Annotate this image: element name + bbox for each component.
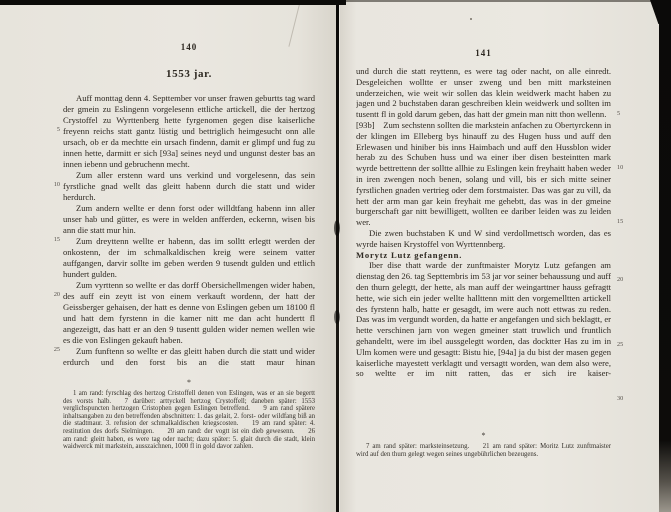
page-number-left: 140 [180, 42, 198, 52]
footnote-text: 7 am rand später: marksteinsetzung. 21 am rand später: Moritz Lutz zunftmaister wird auf den thurn gelegt wegen seines ungebührlichen bezeugens. [356, 443, 611, 458]
paragraph-continuation: und durch die statt reyttenn, es were tag oder nacht, on alle einredt. Desgeleichen wolltte er unser zweng und ben mitt marksteinen underzeichen, wie weit wir sollen das klein weidwerk macht haben zu jagen und 2 buchstaben daran geschreiben klein weidwerk und sollten im tusentt fl in gold darum geben, das hatt der gmein man nitt thon wellenn. [356, 66, 611, 120]
paragraph-article-6: [93b] Zum sechstenn sollten die markstein anfachen zu Obertyrckenn in der klingen im Elleberg bys hinauff zu des Hugen huss und auff den Erlewasen und hiniber bis inns Haimbach und auff den Hussblon wider herab zu des Schuben huss und wa einer iber disen besteintten mark wyrde bettrettenn der solltte allhie zu Eslingen kein freyhaitt haben weder in iren zwengen noch benen, solang und vill, bis er sich mitte seiner fyrstlichen gnaden vertrieg oder dem forstmaister. Das was gar zu vill, da hett der arm man gar kein freyhait me gehebtt, das was in der gmeine burgerschaft gar nitt bewilligett, wollten ee dariber leiden was zu leiden wer. [356, 119, 611, 228]
footnote-separator: * [187, 378, 191, 387]
paragraph-article-3: Zum dreyttenn wellte er habenn, das im solltt erlegtt werden der onkostenn, der im schmalkaldischen kreig were seinem vatter auffgangen, darvir sollte im geben werden 9 tusendt gulden und ettlich hundert gulden. [63, 236, 315, 279]
scan-edge-top [0, 0, 346, 5]
footnote-separator: * [481, 431, 486, 440]
page-141-body [356, 66, 611, 438]
margin-line-number: 5 [56, 126, 60, 133]
margin-line-number: 15 [617, 218, 624, 225]
margin-line-number: 20 [617, 276, 624, 283]
margin-line-number: 20 [53, 291, 60, 298]
paragraph-article-2: Zum andern wellte er denn forst oder willdtfang habenn inn aller unser hab und gütter, es were in welden anfferden, eckernn, wisen bis ann die statt mur hin. [63, 203, 315, 235]
page-number-right: 141 [475, 48, 492, 58]
margin-line-number: 30 [617, 395, 624, 402]
margin-line-number: 25 [53, 346, 60, 353]
page-140-body [63, 93, 315, 385]
margin-line-number: 5 [617, 110, 621, 117]
paper-speck [470, 18, 472, 20]
section-heading-morytz-lutz: Morytz Lutz gefangenn. [356, 249, 463, 260]
gutter-ink-blob [334, 310, 340, 324]
margin-line-number: 25 [617, 341, 624, 348]
page-141-footnote [356, 443, 611, 458]
paragraph-article-1: Zum aller erstenn ward uns verkind und vorgelesenn, das sein fyrstliche gnad wellt das gleitt habenn durch die statt und wider herdurch. [63, 170, 315, 202]
book-gutter-shadow [336, 0, 339, 512]
margin-line-number: 15 [53, 236, 60, 243]
paragraph-article-4: Zum vyrttenn so wellte er das dorff Obersichellmengen wider haben, des auff ein zeytt ist von einem verkauft wordenn, der hatt der Geissberger gehaisen, der hatt es denne von Eslingen geben um 18100 fl und hatt dem fyrstenn in die kamer nitt me dan acht hundertt fl angezeigtt, das hatt er an den 9 tusentt gulden wider nemen wellen wie es die von Eslingen gekauft haben. [63, 280, 315, 345]
year-heading: 1553 jar. [166, 68, 212, 80]
paragraph-article-5: Zum funftenn so wellte er das gleitt haben durch die statt und wider erdurch und den forst bis an die statt maur hinan [63, 346, 315, 367]
paragraph-morytz-lutz: Iber dise thatt warde der zunftmaister Morytz Lutz gefangen am dienstag den 26. tag Septtembris im 53 jar vor seiner behaussung und auff den thurn gelegtt, der hette, als man auff der weingarttner hauss gefragtt hette, wie sich ein jeder wellte hallttenn mitt den vorgemelltten artickell des fyrstenn halb, hatte er gesagdt, im were auch nott ettwas zu reden. Das was im vergundt worden, da hatte er angefangen und sich beklagtt, er hette verschinen jarn von wegen gmeiner statt truwlich und fruntlich gehandeltt, were im ibel aussgelegtt worden, das docktter Has zu im in Ulm komen were und gesagtt: Bistu hie, [94a] ja du bist der masen gegen kaiserliche mayestett verklagtt und versagtt worden, wan dem also were, so weltte er im nitt ratten, das er sich ire kaiser- [356, 260, 611, 379]
margin-line-number: 10 [617, 164, 624, 171]
scan-edge-top-right [346, 0, 656, 2]
margin-line-number: 10 [53, 181, 60, 188]
paragraph-letters-kw: Die zwen buchstaben K und W sind verdollmettsch worden, das es wyrde haisen Krystoffel von Wyrttennberg. [356, 227, 611, 249]
page-141 [340, 0, 671, 512]
page-140-footnote [63, 390, 315, 451]
scan-edge-right [659, 0, 671, 512]
gutter-ink-blob [334, 220, 340, 236]
paragraph-intro: Auff monttag denn 4. Septtember vor unser frawen geburtts tag ward der gmein zu Eslingenn vorgelesenn ettliche artickell, die der hertzog Crystoffel zu Wyrttenberg hette fyrgenomen gegen dise kaiserliche freyenn reichs statt gantz lüstig und bettriglich heimgesucht onn alle ursach, ob er da mechtte ein ursach findenn, damit er glimpf und fug zu innen hette, darmitt er sich [93a] seines neyd und ungunst dester bas an innen iebenn und gebruchenn mecht. [63, 93, 315, 169]
footnote-text: 1 am rand: fyrschlag des hertzog Cristoffell denen von Eslingen, was er an sie begertt des vorsts halb. 7 darüber: arttyckell hertzog Crystoffell; daneben später: 1553 verglichspuncten hertzogen Cristophen gegen Eslingen betreffend. 9 am rand spätere inhaltsangaben zu den betreffenden abschnitten: 1. das gelait, 2. forst- oder wildfang biß an die stadtmaur. 3. refusion der schmalkaldischen kriegscosten. 19 am rand später: 4. restitution des dorfs Sielmingen. 20 am rand: der vogtt ist ein dieb gewesenn. 26 am rand: gleitt haben, es were tag oder nacht; dazu später: 5. glait durch die stadt, klein waidwerck mit markstein, ausszaichnen, 1000 fl in gold davor zahlen. [63, 390, 315, 451]
